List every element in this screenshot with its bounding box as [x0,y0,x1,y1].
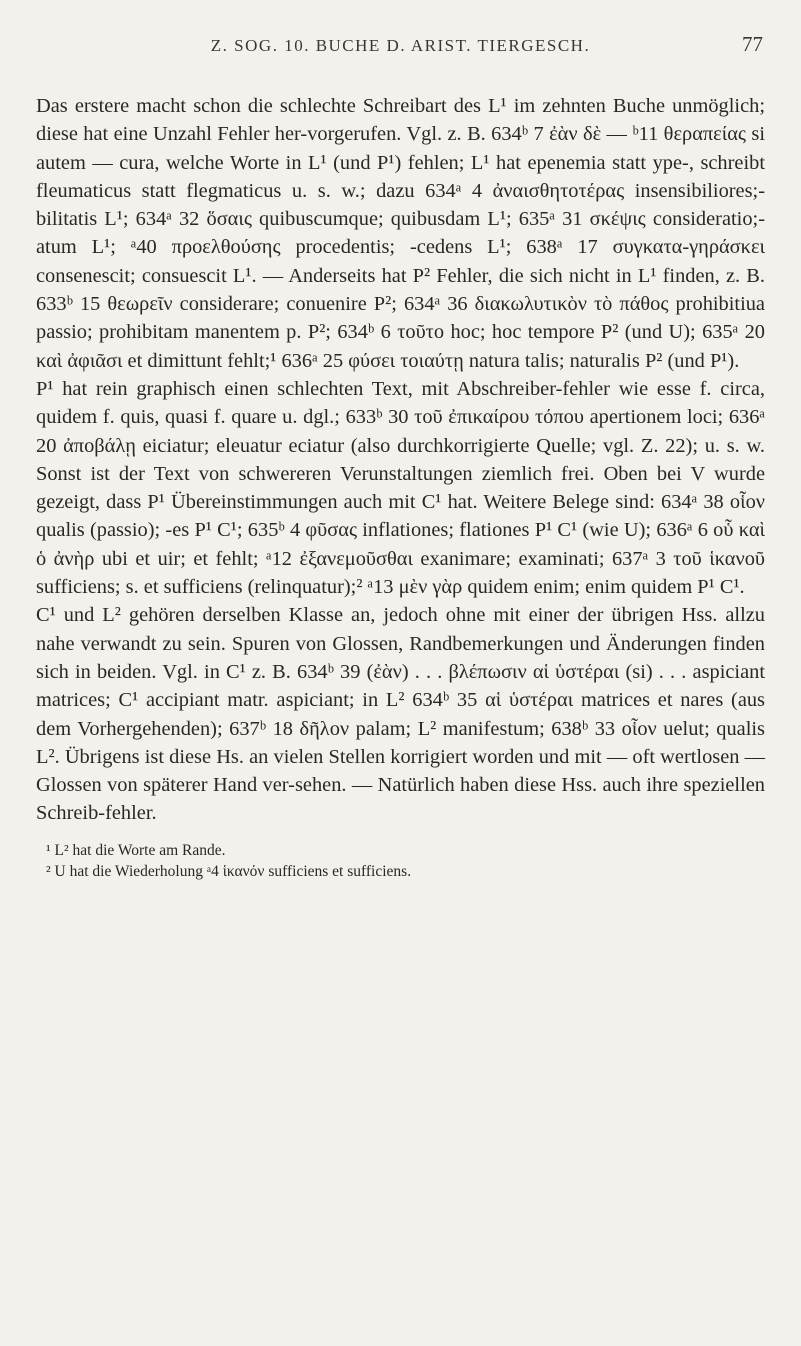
footnote-2: ² U hat die Wiederholung ᵃ4 ἱκανόν sufficiens et sufficiens. [46,862,412,880]
footnotes [36,840,765,882]
running-title: Z. SOG. 10. BUCHE D. ARIST. TIERGESCH. [210,36,591,55]
paragraph-2: P¹ hat rein graphisch einen schlechten Text, mit Abschreiber-fehler wie esse f. circa, quidem f. quis, quasi f. quare u. dgl.; 633ᵇ 30 τοῦ ἐπικαίρου τόπου apertionem loci; 636ᵃ 20 ἀποβάλῃ eiciatur; eleuatur eciatur (also durchkorrigierte Quelle; vgl. Z. 22); u. s. w. Sonst ist der Text von schwereren Verunstaltungen ziemlich frei. Oben bei V wurde gezeigt, dass P¹ Übereinstimmungen auch mit C¹ hat. Weitere Belege sind: 634ᵃ 38 οἷον qualis (passio); -es P¹ C¹; 635ᵇ 4 φῦσας inflationes; flationes P¹ C¹ (wie U); 636ᵃ 6 οὗ καὶ ὁ ἀνὴρ ubi et uir; et fehlt; ᵃ12 ἐξανεμοῦσθαι exanimare; examinati; 637ᵃ 3 τοῦ ἱκανοῦ sufficiens; s. et sufficiens (relinquatur);² ᵃ13 μὲν γὰρ quidem enim; enim quidem P¹ C¹. [36,377,765,599]
footnote-1: ¹ L² hat die Worte am Rande. [46,841,226,859]
paragraph-3: C¹ und L² gehören derselben Klasse an, jedoch ohne mit einer der übrigen Hss. allzu nahe verwandt zu sein. Spuren von Glossen, Randbemerkungen und Änderungen finden sich in beiden. Vgl. in C¹ z. B. 634ᵇ 39 (ἐὰν) . . . βλέπωσιν αἱ ὑστέραι (si) . . . aspiciant matrices; C¹ accipiant matr. aspiciant; in L² 634ᵇ 35 αἱ ὑστέραι matrices et nares (aus dem Vorhergehenden); 637ᵇ 18 δῆλον palam; L² manifestum; 638ᵇ 33 οἷον uelut; qualis L². Übrigens ist diese Hs. an vielen Stellen korrigiert worden und mit — oft wertlosen — Glossen von späterer Hand ver-sehen. — Natürlich haben diese Hss. auch ihre speziellen Schreib-fehler. [36,604,765,825]
running-head [36,30,765,66]
main-text [36,92,765,828]
paragraph-1: Das erstere macht schon die schlechte Schreibart des L¹ im zehnten Buche unmöglich; diese hat eine Unzahl Fehler her-vorgerufen. Vgl. z. B. 634ᵇ 7 ἐὰν δὲ — ᵇ11 θεραπείας si autem — cura, welche Worte in L¹ (und P¹) fehlen; L¹ hat epenemia statt ype-, schreibt fleumaticus statt flegmaticus u. s. w.; dazu 634ᵃ 4 ἀναισθητοτέρας insensibiliores;-bilitatis L¹; 634ᵃ 32 ὅσαις quibuscumque; quibusdam L¹; 635ᵃ 31 σκέψις consideratio;- atum L¹; ᵃ40 προελθούσης procedentis; -cedens L¹; 638ᵃ 17 συγκατα-γηράσκει consenescit; consuescit L¹. — Anderseits hat P² Fehler, die sich nicht in L¹ finden, z. B. 633ᵇ 15 θεωρεῖν considerare; conuenire P²; 634ᵃ 36 διακωλυτικὸν τὸ πάθος prohibitiua passio; prohibitam manentem p. P²; 634ᵇ 6 τοῦτο hoc; hoc tempore P² (und U); 635ᵃ 20 καὶ ἀφιᾶσι et dimittunt fehlt;¹ 636ᵃ 25 φύσει τοιαύτῃ natura talis; naturalis P² (und P¹). [36,95,765,372]
page-number: 77 [742,32,763,56]
